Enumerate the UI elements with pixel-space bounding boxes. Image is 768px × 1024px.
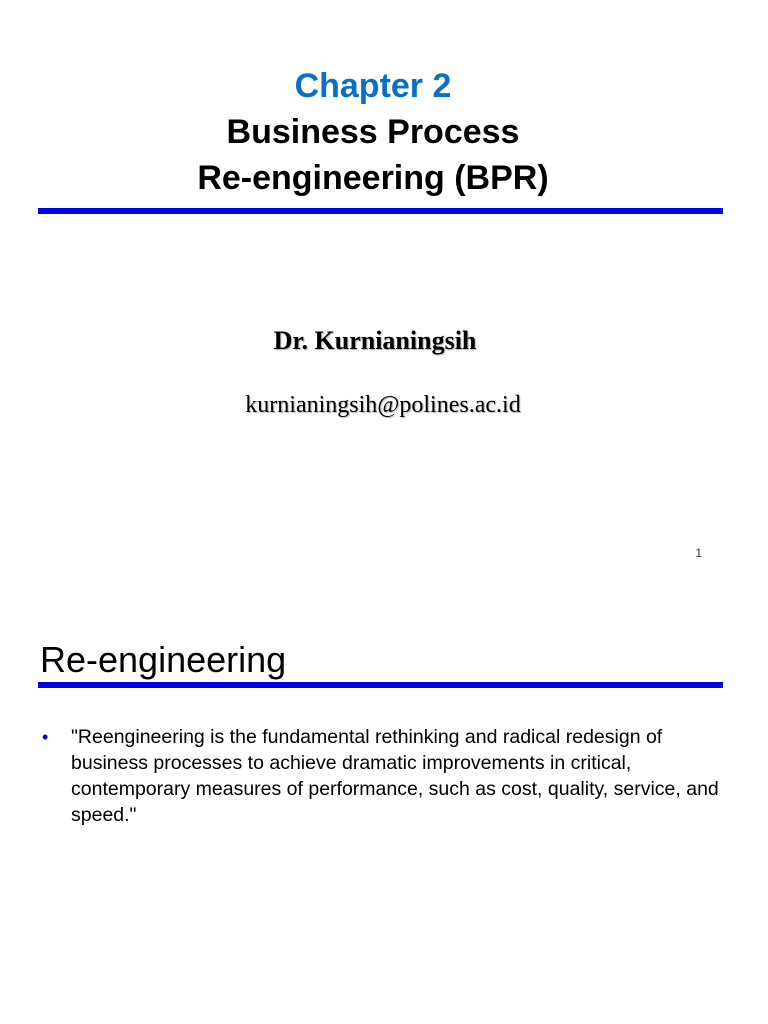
title-divider	[38, 208, 723, 214]
section-heading: Re-engineering	[40, 639, 287, 680]
slide-title-line-1: Business Process	[226, 113, 520, 151]
bullet-item	[40, 724, 720, 828]
author-email: kurnianingsih@polines.ac.id	[245, 392, 521, 418]
slide-number: 1	[695, 546, 702, 560]
heading-divider	[38, 682, 723, 688]
slide-1	[0, 30, 768, 600]
slide-title-line-2: Re-engineering (BPR)	[197, 159, 549, 197]
bullet-list	[40, 724, 720, 828]
bullet-text: "Reengineering is the fundamental rethinking and radical redesign of business processes to achieve dramatic improvements in critical, contemporary measures of performance, such as cost, quality, service, and speed."	[71, 726, 719, 826]
author-name: Dr. Kurnianingsih	[273, 326, 477, 355]
chapter-label: Chapter 2	[294, 67, 452, 105]
bullet-icon: •	[42, 727, 49, 747]
slide-2	[0, 600, 768, 1024]
